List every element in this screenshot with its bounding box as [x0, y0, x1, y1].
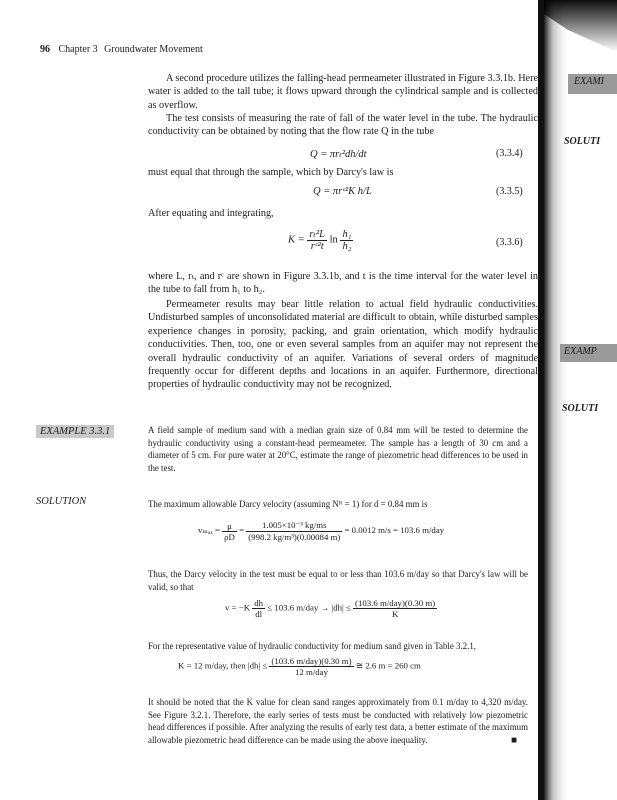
equation-3-3-6 — [288, 228, 353, 252]
numerator: 1.005×10⁻³ kg/ms — [246, 520, 342, 532]
adjacent-page-edge — [538, 0, 617, 800]
fraction — [246, 520, 342, 542]
denominator: K — [391, 609, 399, 619]
eq-lhs: K = 12 m/day, then |dh| ≤ — [178, 660, 268, 671]
denominator: h₂ — [342, 240, 352, 252]
denominator: dl — [255, 609, 263, 619]
eq-lhs: v = −K — [225, 602, 251, 613]
equation-3-3-5: Q = πrᶜ²K h/L — [313, 186, 372, 197]
fraction — [269, 656, 353, 677]
solution-text-4: It should be noted that the K value for clean sand ranges approximately from 0.1 m/day to 4,320 m/day. See Figure 3.2.1. Therefore, the early series of tests must be conducted with relatively low piezometric head differences if possible. After analyzing the results of early test data, a better estimate of the maximum allowable piezometric head difference can be made using the above inequality. — [148, 697, 528, 745]
numerator: h₁ — [342, 228, 352, 240]
fraction — [307, 228, 327, 252]
paragraph-4: After equating and integrating, — [148, 208, 274, 219]
fraction — [222, 521, 237, 542]
example-label: EXAMPLE 3.3.1 — [36, 425, 114, 438]
fraction — [340, 229, 353, 252]
denominator: rᶜ²t — [310, 241, 324, 252]
denominator: ρD — [224, 531, 235, 542]
solution-text-2: Thus, the Darcy velocity in the test must be equal to or less than 103.6 m/day so that Darcy's law will be valid, so that — [148, 569, 528, 592]
adjacent-solution-label: SOLUTI — [564, 136, 601, 147]
eq-lhs: K = — [288, 234, 305, 246]
eq-mid: ≤ 103.6 m/day → |dh| ≤ — [267, 602, 351, 613]
fraction — [252, 598, 265, 619]
numerator: dh — [254, 598, 264, 608]
denominator: 12 m/day — [295, 667, 328, 677]
equation-k — [178, 656, 421, 677]
paragraph-6: Permeameter results may bear little relation to actual field hydraulic conductivities. Undisturbed samples of unconsolidated material are difficult to obtain, while disturbed samples experience changes in porosity, packing, and grain orientation, which modify hydraulic conductivities. Then, too, one or even several samples from an aquifer may not represent the overall hydraulic conductivity of an aquifer. Variations of several orders of magnitude frequently occur for different depths and locations in an aquifer. Furthermore, directional properties of hydraulic conductivity may not be recognized. — [148, 299, 538, 391]
end-of-example-mark: ■ — [511, 735, 518, 746]
eq-rhs: ≅ 2.6 m = 260 cm — [355, 660, 421, 671]
equation-number: (3.3.6) — [496, 237, 523, 248]
numerator: (103.6 m/day)(0.30 m) — [271, 656, 352, 666]
chapter-label: Chapter 3 — [58, 44, 98, 55]
example-text: A field sample of medium sand with a median grain size of 0.84 mm will be tested to determine the hydraulic conductivity using a constant-head permeameter. The sample has a length of 30 cm and a diameter of 5 cm. For pure water at 20°C, estimate the range of piezometric head differences to be used in the test. — [148, 425, 528, 473]
page-gutter-shadow — [538, 0, 617, 800]
solution-text-3: For the representative value of hydraulic conductivity for medium sand given in Table 3.2.1, — [148, 641, 476, 651]
paragraph-2: The test consists of measuring the rate of fall of the water level in the tube. The hydraulic conductivity can be obtained by noting that the flow rate Q in the tube — [148, 113, 538, 138]
fraction — [353, 598, 437, 619]
page-header — [40, 44, 203, 55]
section-title: Groundwater Movement — [104, 44, 203, 55]
numerator: (103.6 m/day)(0.30 m) — [355, 598, 436, 608]
page-number: 96 — [40, 44, 50, 55]
equation-inequality — [225, 598, 437, 619]
numerator: rₜ²L — [309, 229, 326, 240]
equation-number: (3.3.4) — [496, 148, 523, 159]
adjacent-example-label: EXAMP — [564, 346, 597, 357]
eq-lhs: vₘₐₓ = — [198, 525, 220, 536]
solution-text-1: The maximum allowable Darcy velocity (assuming Nᴿ = 1) for d = 0.84 mm is — [148, 499, 428, 509]
paragraph-5: where L, rₜ, and rᶜ are shown in Figure 3.3.1b, and t is the time interval for the water level in the tube to fall from h₁ to h₂. — [148, 271, 538, 296]
adjacent-example-label: EXAMI — [574, 76, 604, 87]
denominator: (998.2 kg/m³)(0.00084 m) — [248, 532, 341, 542]
eq-rhs: = 0.0012 m/s = 103.6 m/day — [344, 525, 445, 536]
paragraph-1: A second procedure utilizes the falling-head permeameter illustrated in Figure 3.3.1b. Here water is added to the tall tube; it flows upward through the cylindrical sample and is collected as overflow. — [148, 73, 538, 111]
ln-operator: ln — [329, 234, 338, 246]
numerator: μ — [222, 521, 237, 532]
adjacent-solution-label: SOLUTI — [562, 403, 599, 414]
solution-label: SOLUTION — [36, 496, 87, 507]
equation-3-3-4: Q = πrₜ²dh/dt — [310, 149, 367, 160]
equation-number: (3.3.5) — [496, 186, 523, 197]
equation-vmax: vₘₐₓ = $\frac{\mu}{\rho D}$ = $\frac{\text{1.005×10⁻³ kg/ms}}{\text{(998.2 kg/m³)(0.00084 m)}}$ = 0.0012 m/s = 103.6 m/day — [198, 520, 445, 542]
paragraph-3: must equal that through the sample, which by Darcy's law is — [148, 167, 394, 178]
